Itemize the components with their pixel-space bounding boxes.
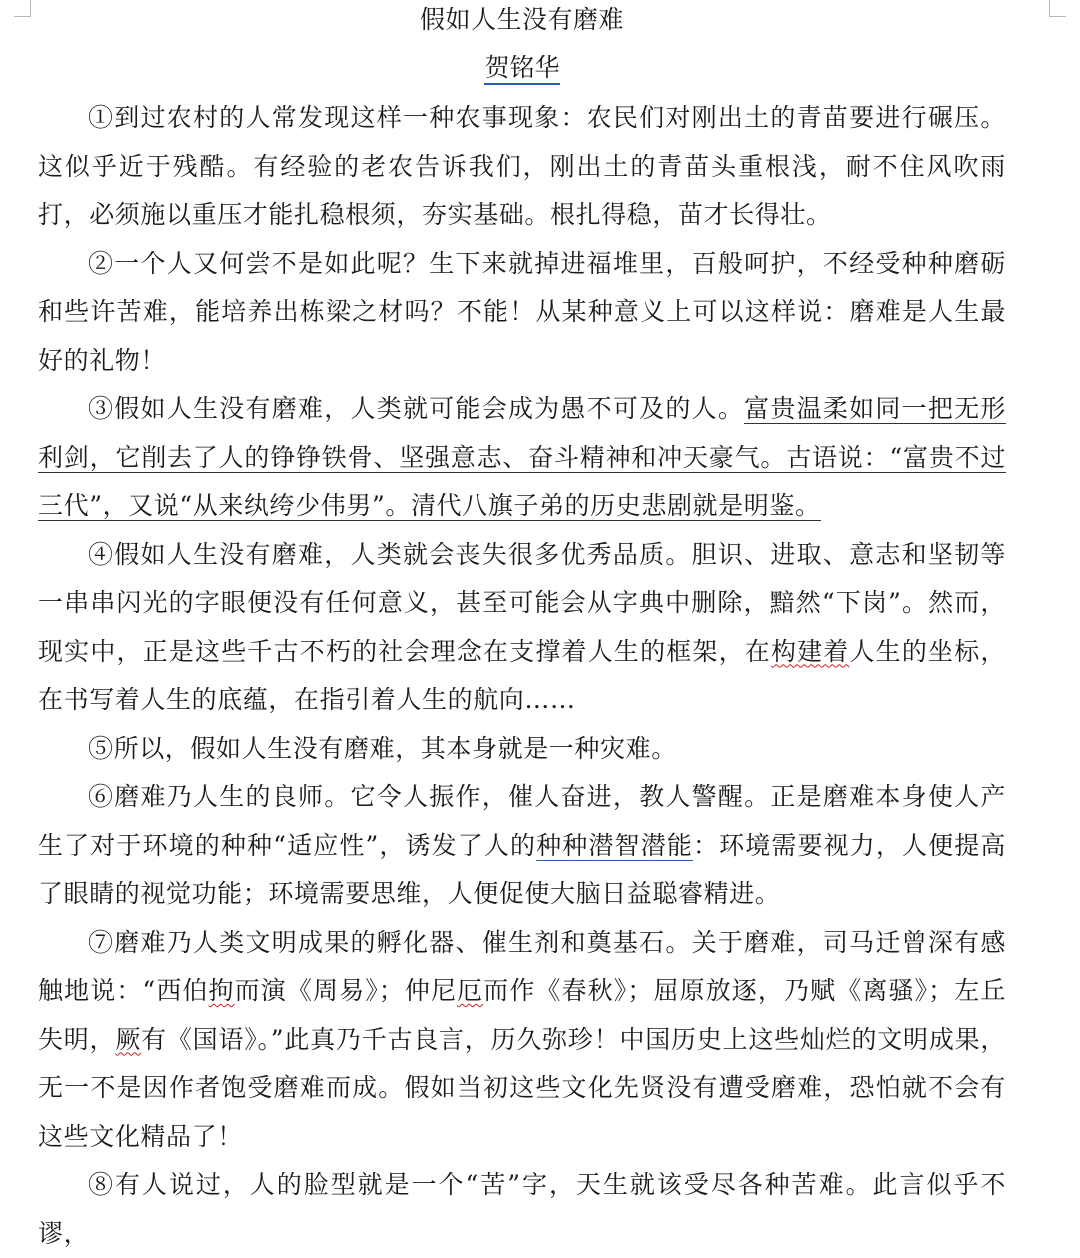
document-author	[38, 48, 1006, 88]
paragraph-text: 有《国语》。”此真乃千古良言，历久弥珍！中国历史上这些灿烂的文明成果，无一不是因作者饱受磨难而成。假如当初这些文化先贤没有遭受磨难，恐怕就不会有这些文化精品了！	[38, 1024, 1006, 1151]
paragraph-text: 而演《周易》；仲尼	[234, 976, 458, 1005]
paragraph-text: ②一个人又何尝不是如此呢？生下来就掉进福堆里，百般呵护，不经受种种磨砺和些许苦难，能培养出栋梁之材吗？不能！从某种意义上可以这样说：磨难是人生最好的礼物！	[38, 248, 1006, 375]
paragraph-6	[38, 773, 1006, 919]
paragraph-text: ⑦磨难乃人类文明成果的孵化器、催生剂和奠基石。关于磨难，司马迁曾深有感触地说：“西伯	[38, 927, 1006, 1005]
paragraph-text: ⑥磨难乃人生的良师。它令人振作，催人奋进，教人警醒。正是磨难本身使人产生了对于环境的种种“适应性”，诱发了人的	[38, 782, 1006, 860]
paragraph-3	[38, 385, 1006, 531]
paragraph-2	[38, 240, 1006, 386]
page-corner-mark	[14, 0, 31, 17]
paragraph-text: ⑤所以，假如人生没有磨难，其本身就是一种灾难。	[88, 733, 677, 763]
paragraph-7	[38, 919, 1006, 1162]
paragraph-5	[38, 725, 1006, 774]
underlined-passage: 富贵温柔如同一把无形利剑，它削去了人的铮铮铁骨、坚强意志、奋斗精神和冲天豪气。古语说：“富贵不过三代”，又说“从来纨绔少伟男”。清代八旗子弟的历史悲剧就是明鉴。	[38, 394, 1006, 520]
spellcheck-marked-text: 拘	[208, 976, 235, 1005]
paragraph-text: ⑧有人说过，人的脸型就是一个“苦”字，天生就该受尽各种苦难。此言似乎不谬，	[38, 1170, 1006, 1248]
paragraph-text: ③假如人生没有磨难，人类就可能会成为愚不可及的人。	[88, 394, 745, 423]
page-corner-mark	[1049, 0, 1066, 17]
author-name: 贺铭华	[484, 53, 559, 85]
paragraph-8	[38, 1161, 1006, 1258]
paragraph-text: ：环境需要视力，人便提高了眼睛的视觉功能；环境需要思维，人便促使大脑日益聪睿精进。	[38, 830, 1006, 908]
spellcheck-marked-text: 厄	[457, 976, 484, 1005]
paragraph-4	[38, 531, 1006, 725]
spellcheck-marked-text: 构建着	[770, 636, 850, 666]
paragraph-text: 而作《春秋》；屈原放逐，乃赋《离骚》；左丘失明，	[38, 976, 1006, 1054]
paragraph-1	[38, 94, 1006, 240]
document-title: 假如人生没有磨难	[419, 5, 624, 34]
paragraph-text: ①到过农村的人常发现这样一种农事现象：农民们对刚出土的青苗要进行碾压。这似乎近于残酷。有经验的老农告诉我们，刚出土的青苗头重根浅，耐不住风吹雨打，必须施以重压才能扎稳根须，夯实基础。根扎得稳，苗才长得壮。	[38, 103, 1006, 229]
spellcheck-marked-text: 厥	[115, 1024, 142, 1054]
paragraph-text: ④假如人生没有磨难，人类就会丧失很多优秀品质。胆识、进取、意志和坚韧等一串串闪光的字眼便没有任何意义，甚至可能会从字典中删除，黯然“下岗”。然而，现实中，正是这些千古不朽的社会理念在支撑着人生的框架，在	[38, 539, 1006, 666]
paragraph-text: 人生的坐标，在书写着人生的底蕴，在指引着人生的航向……	[38, 636, 1006, 714]
underlined-phrase: 种种潜智潜能	[536, 830, 693, 860]
